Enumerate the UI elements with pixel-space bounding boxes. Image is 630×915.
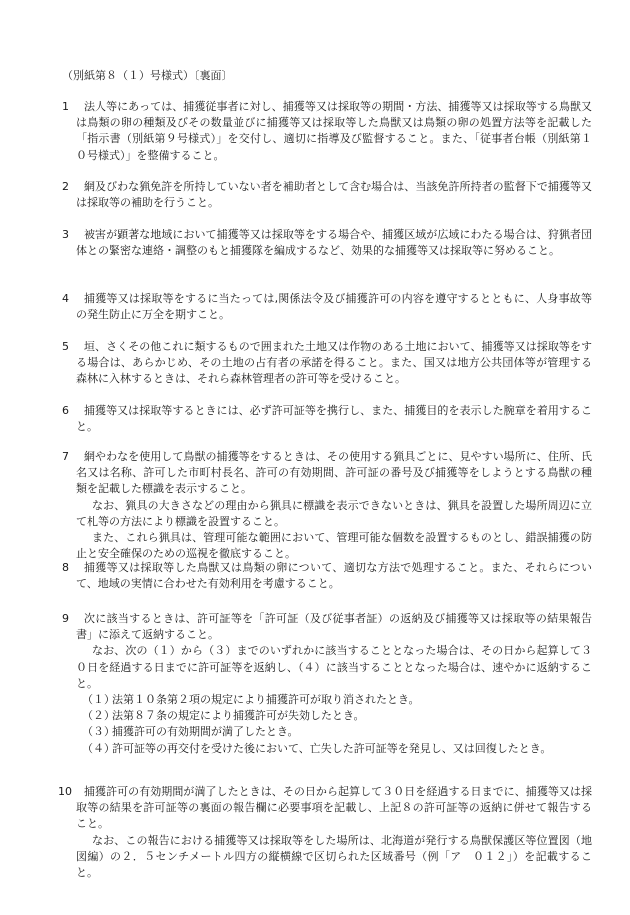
item-note-paragraph: また、これら猟具は、管理可能な範囲において、管理可能な個数を設置するものとし、錯誤捕獲の防止と安全確保のための巡視を徹底すること。: [76, 531, 592, 561]
sub-item-number: （１）: [82, 693, 115, 707]
sub-item-text: 捕獲許可の有効期間が満了したとき。: [112, 725, 299, 739]
sub-item-list: [76, 692, 592, 757]
list-item: [62, 560, 592, 592]
list-item: [62, 179, 592, 211]
item-number: 3: [62, 228, 69, 241]
item-number: 1: [62, 100, 69, 113]
sub-item: [82, 692, 592, 708]
sub-item: [82, 724, 592, 740]
list-item: [62, 449, 592, 562]
sub-item-text: 法第１０条第２項の規定により捕獲許可が取り消されたとき。: [112, 693, 420, 707]
item-text: 垣、さくその他これに類するもので囲まれた土地又は作物のある土地において、捕獲等又は採取等をする場合は、あらかじめ、その土地の占有者の承諾を得ること。また、国又は地方公共団体等が管理する森林に入林するときは、それら森林管理者の許可等を受けること。: [76, 340, 592, 386]
item-number: 7: [62, 450, 69, 463]
item-text: 次に該当するときは、許可証等を「許可証（及び従事者証）の返納及び捕獲等又は採取等の結果報告書」に添えて返納すること。: [76, 612, 592, 642]
item-number: 4: [62, 292, 69, 305]
list-item: [62, 611, 592, 757]
form-header-label: （別紙第８（１）号様式）〔裏面〕: [62, 69, 233, 82]
item-number: 10: [58, 785, 72, 798]
item-note-paragraph: なお、次の（１）から（３）までのいずれかに該当することとなった場合は、その日から起算して３０日を経過する日までに許可証等を返納し、（４）に該当することとなった場合は、速やかに返納すること。: [76, 644, 592, 690]
item-text: 捕獲等又は採取等をするに当たっては,関係法令及び捕獲許可の内容を遵守するとともに、人身事故等の発生防止に万全を期すこと。: [76, 292, 592, 322]
item-number: 2: [62, 180, 69, 193]
item-text: 捕獲許可の有効期間が満了したときは、その日から起算して３０日を経過する日までに、捕獲等又は採取等の結果を許可証等の裏面の報告欄に必要事項を記載し、上記８の許可証等の返納に併せて報告すること。: [76, 785, 592, 831]
item-text: 捕獲等又は採取等するときには、必ず許可証等を携行し、また、捕獲目的を表示した腕章を着用すること。: [76, 404, 592, 434]
list-item: [62, 99, 592, 164]
list-item: [58, 784, 592, 881]
sub-item: [82, 741, 592, 757]
sub-item-number: （４）: [82, 741, 115, 755]
list-item: [62, 403, 592, 435]
item-text: 捕獲等又は採取等した鳥獣又は鳥類の卵について、適切な方法で処理すること。また、それらについて、地域の実情に合わせた有効利用を考慮すること。: [76, 561, 592, 591]
list-item: [62, 339, 592, 388]
item-number: 6: [62, 404, 69, 417]
sub-item-number: （２）: [82, 709, 115, 723]
item-number: 9: [62, 612, 69, 625]
item-number: 8: [62, 561, 69, 574]
item-number: 5: [62, 340, 69, 353]
item-text: 被害が顕著な地域において捕獲等又は採取等をする場合や、捕獲区域が広域にわたる場合は、狩猟者団体との緊密な連絡・調整のもと捕獲隊を編成するなど、効果的な捕獲等又は採取等に努めること。: [76, 228, 592, 258]
sub-item-text: 許可証等の再交付を受けた後において、亡失した許可証等を発見し、又は回復したとき。: [112, 741, 552, 755]
item-text: 網及びわな猟免許を所持していない者を補助者として含む場合は、当該免許所持者の監督下で捕獲等又は採取等の補助を行うこと。: [76, 180, 592, 210]
sub-item: [82, 708, 592, 724]
sub-item-number: （３）: [82, 725, 115, 739]
item-note-paragraph: なお、猟具の大きさなどの理由から猟具に標識を表示できないときは、猟具を設置した場所周辺に立て札等の方法により標識を設置すること。: [76, 498, 592, 528]
item-note-paragraph: なお、この報告における捕獲等又は採取等をした場所は、北海道が発行する鳥獣保護区等位置図（地図編）の２．５センチメートル四方の縦横線で区切られた区域番号（例「ア ０１２」）を記載すること。: [76, 833, 592, 880]
list-item: [62, 291, 592, 323]
item-text: 網やわなを使用して鳥獣の捕獲等をするときは、その使用する猟具ごとに、見やすい場所に、住所、氏名又は名称、許可した市町村長名、許可の有効期間、許可証の番号及び捕獲等をしようとする鳥獣の種類を記載した標識を表示すること。: [76, 450, 592, 496]
list-item: [62, 227, 592, 259]
sub-item-text: 法第８７条の規定により捕獲許可が失効したとき。: [112, 709, 365, 723]
item-text: 法人等にあっては、捕獲従事者に対し、捕獲等又は採取等の期間・方法、捕獲等又は採取等する鳥獣又は鳥類の卵の種類及びその数量並びに捕獲等又は採取等した鳥獣又は鳥類の卵の処置方法等を記載した「指示書（別紙第９号様式）」を交付し、適切に指導及び監督すること。また、「従事者台帳（別紙第１０号様式）」を整備すること。: [76, 100, 592, 162]
